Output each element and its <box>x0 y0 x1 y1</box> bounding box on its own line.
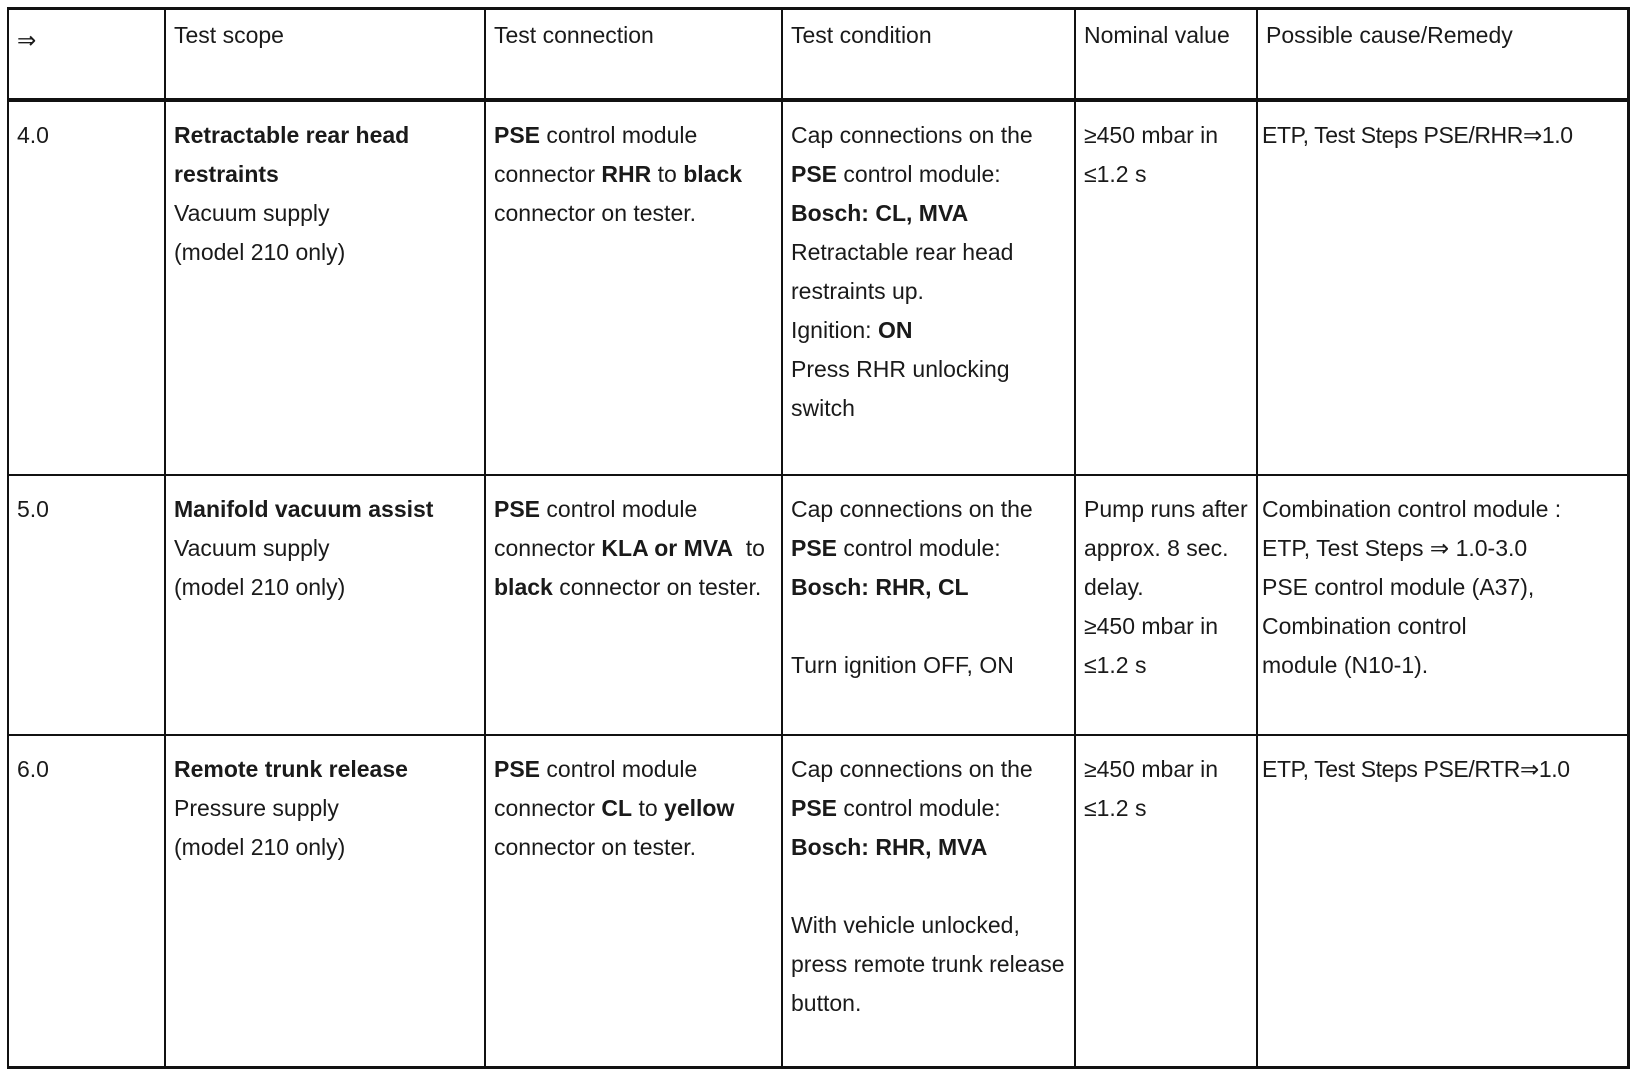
scope-model: (model 210 only) <box>174 834 346 860</box>
cond-module-name: PSE <box>791 795 838 821</box>
conn-text: connector on tester. <box>552 574 762 600</box>
conn-color: black <box>683 161 743 187</box>
header-test-scope: Test scope <box>165 9 485 101</box>
step-number-text: 4.0 <box>17 122 49 148</box>
nominal-time: ≤1.2 s <box>1084 795 1147 821</box>
cause-text: module (N10-1). <box>1262 652 1429 678</box>
header-nominal-value: Nominal value <box>1075 9 1257 101</box>
cond-line: Press RHR unlocking <box>791 356 1010 382</box>
conn-color: black <box>494 574 553 600</box>
cond-text: control module: <box>837 795 1001 821</box>
nominal-pressure: ≥450 mbar in <box>1084 756 1219 782</box>
test-condition-cell <box>782 475 1075 735</box>
scope-title-cont: restraints <box>174 161 279 187</box>
test-scope-cell <box>165 735 485 1068</box>
conn-line-2 <box>494 529 775 568</box>
conn-line-2 <box>494 789 775 828</box>
cond-line: Retractable rear head <box>791 239 1014 265</box>
nominal-pressure: ≥450 mbar in <box>1084 613 1219 639</box>
test-scope-cell <box>165 100 485 475</box>
cond-bosch: Bosch: RHR, CL <box>791 574 969 600</box>
cond-line: press remote trunk release <box>791 951 1065 977</box>
header-test-condition: Test condition <box>782 9 1075 101</box>
test-steps-table <box>7 7 1630 1069</box>
table-row-4 <box>8 100 1628 475</box>
nominal-value-cell <box>1075 735 1257 1068</box>
test-condition-cell <box>782 100 1075 475</box>
test-connection-cell <box>485 475 782 735</box>
step-number-text: 6.0 <box>17 756 49 782</box>
nominal-time: ≤1.2 s <box>1084 161 1147 187</box>
cause-text: Combination control module : <box>1262 496 1562 522</box>
cond-line: restraints up. <box>791 278 924 304</box>
table-row-5 <box>8 475 1628 735</box>
nominal-time: ≤1.2 s <box>1084 652 1147 678</box>
cond-text: control module: <box>837 535 1001 561</box>
conn-module-name: PSE <box>494 122 541 148</box>
conn-line-2 <box>494 155 775 194</box>
possible-cause-cell <box>1257 735 1628 1068</box>
cond-line <box>791 529 1068 568</box>
cond-line: button. <box>791 990 862 1016</box>
conn-text: connector <box>494 535 602 561</box>
conn-text: to <box>632 795 665 821</box>
test-scope-cell <box>165 475 485 735</box>
cond-module-name: PSE <box>791 161 838 187</box>
scope-supply: Pressure supply <box>174 795 339 821</box>
cond-bosch: Bosch: RHR, MVA <box>791 834 988 860</box>
cond-line: switch <box>791 395 855 421</box>
cond-line: Turn ignition OFF, ON <box>791 652 1014 678</box>
cond-line <box>791 789 1068 828</box>
scope-title: Manifold vacuum assist <box>174 496 434 522</box>
scope-title: Retractable rear head <box>174 122 410 148</box>
cause-text: PSE control module (A37), <box>1262 574 1535 600</box>
conn-text: control module <box>540 122 698 148</box>
nominal-value-cell <box>1075 100 1257 475</box>
nominal-pressure: ≥450 mbar in <box>1084 122 1219 148</box>
test-condition-cell <box>782 735 1075 1068</box>
scope-supply: Vacuum supply <box>174 535 330 561</box>
table-row-6 <box>8 735 1628 1068</box>
scope-model: (model 210 only) <box>174 239 346 265</box>
test-connection-cell <box>485 100 782 475</box>
cond-bosch: Bosch: CL, MVA <box>791 200 969 226</box>
test-connection-cell <box>485 735 782 1068</box>
nominal-value-cell <box>1075 475 1257 735</box>
header-test-connection: Test connection <box>485 9 782 101</box>
cause-link[interactable]: ETP, Test Steps ⇒ 1.0-3.0 <box>1262 535 1528 561</box>
conn-connector-name: CL <box>601 795 633 821</box>
header-arrow-icon: ⇒ <box>8 9 165 101</box>
header-row <box>8 9 1628 101</box>
scope-title: Remote trunk release <box>174 756 408 782</box>
nominal-text: Pump runs after <box>1084 496 1248 522</box>
conn-text: to <box>733 535 765 561</box>
step-number <box>8 100 165 475</box>
conn-text: control module <box>540 496 698 522</box>
cond-line: Cap connections on the <box>791 122 1033 148</box>
cond-ignition-state: ON <box>877 317 913 343</box>
conn-text: to <box>651 161 684 187</box>
cause-link[interactable]: ETP, Test Steps PSE/RTR⇒1.0 <box>1262 756 1570 782</box>
scope-supply: Vacuum supply <box>174 200 330 226</box>
cond-line: Cap connections on the <box>791 756 1033 782</box>
nominal-text: delay. <box>1084 574 1144 600</box>
step-number-text: 5.0 <box>17 496 49 522</box>
scope-model: (model 210 only) <box>174 574 346 600</box>
cond-line: With vehicle unlocked, <box>791 912 1020 938</box>
conn-line-3: connector on tester. <box>494 834 697 860</box>
conn-line-1 <box>494 490 775 529</box>
nominal-text: approx. 8 sec. <box>1084 535 1229 561</box>
conn-line-3 <box>494 568 775 607</box>
header-possible-cause: Possible cause/Remedy <box>1257 9 1628 101</box>
spacer <box>791 607 1068 646</box>
conn-text: control module <box>540 756 698 782</box>
conn-connector-name: KLA or MVA <box>601 535 734 561</box>
cause-text: Combination control <box>1262 613 1467 639</box>
cond-ignition <box>791 311 1068 350</box>
conn-text: connector <box>494 161 602 187</box>
cause-link[interactable]: ETP, Test Steps PSE/RHR⇒1.0 <box>1262 122 1573 148</box>
step-number <box>8 735 165 1068</box>
table-header <box>8 9 1628 101</box>
cond-line: Cap connections on the <box>791 496 1033 522</box>
possible-cause-cell <box>1257 100 1628 475</box>
conn-text: connector <box>494 795 602 821</box>
cond-text: control module: <box>837 161 1001 187</box>
conn-line-3: connector on tester. <box>494 200 697 226</box>
conn-module-name: PSE <box>494 496 541 522</box>
cond-line <box>791 155 1068 194</box>
cond-text: Ignition: <box>791 317 878 343</box>
conn-line-1 <box>494 750 775 789</box>
possible-cause-cell <box>1257 475 1628 735</box>
conn-module-name: PSE <box>494 756 541 782</box>
step-number <box>8 475 165 735</box>
conn-line-1 <box>494 116 775 155</box>
conn-connector-name: RHR <box>601 161 652 187</box>
spacer <box>791 867 1068 906</box>
conn-color: yellow <box>664 795 735 821</box>
cond-module-name: PSE <box>791 535 838 561</box>
